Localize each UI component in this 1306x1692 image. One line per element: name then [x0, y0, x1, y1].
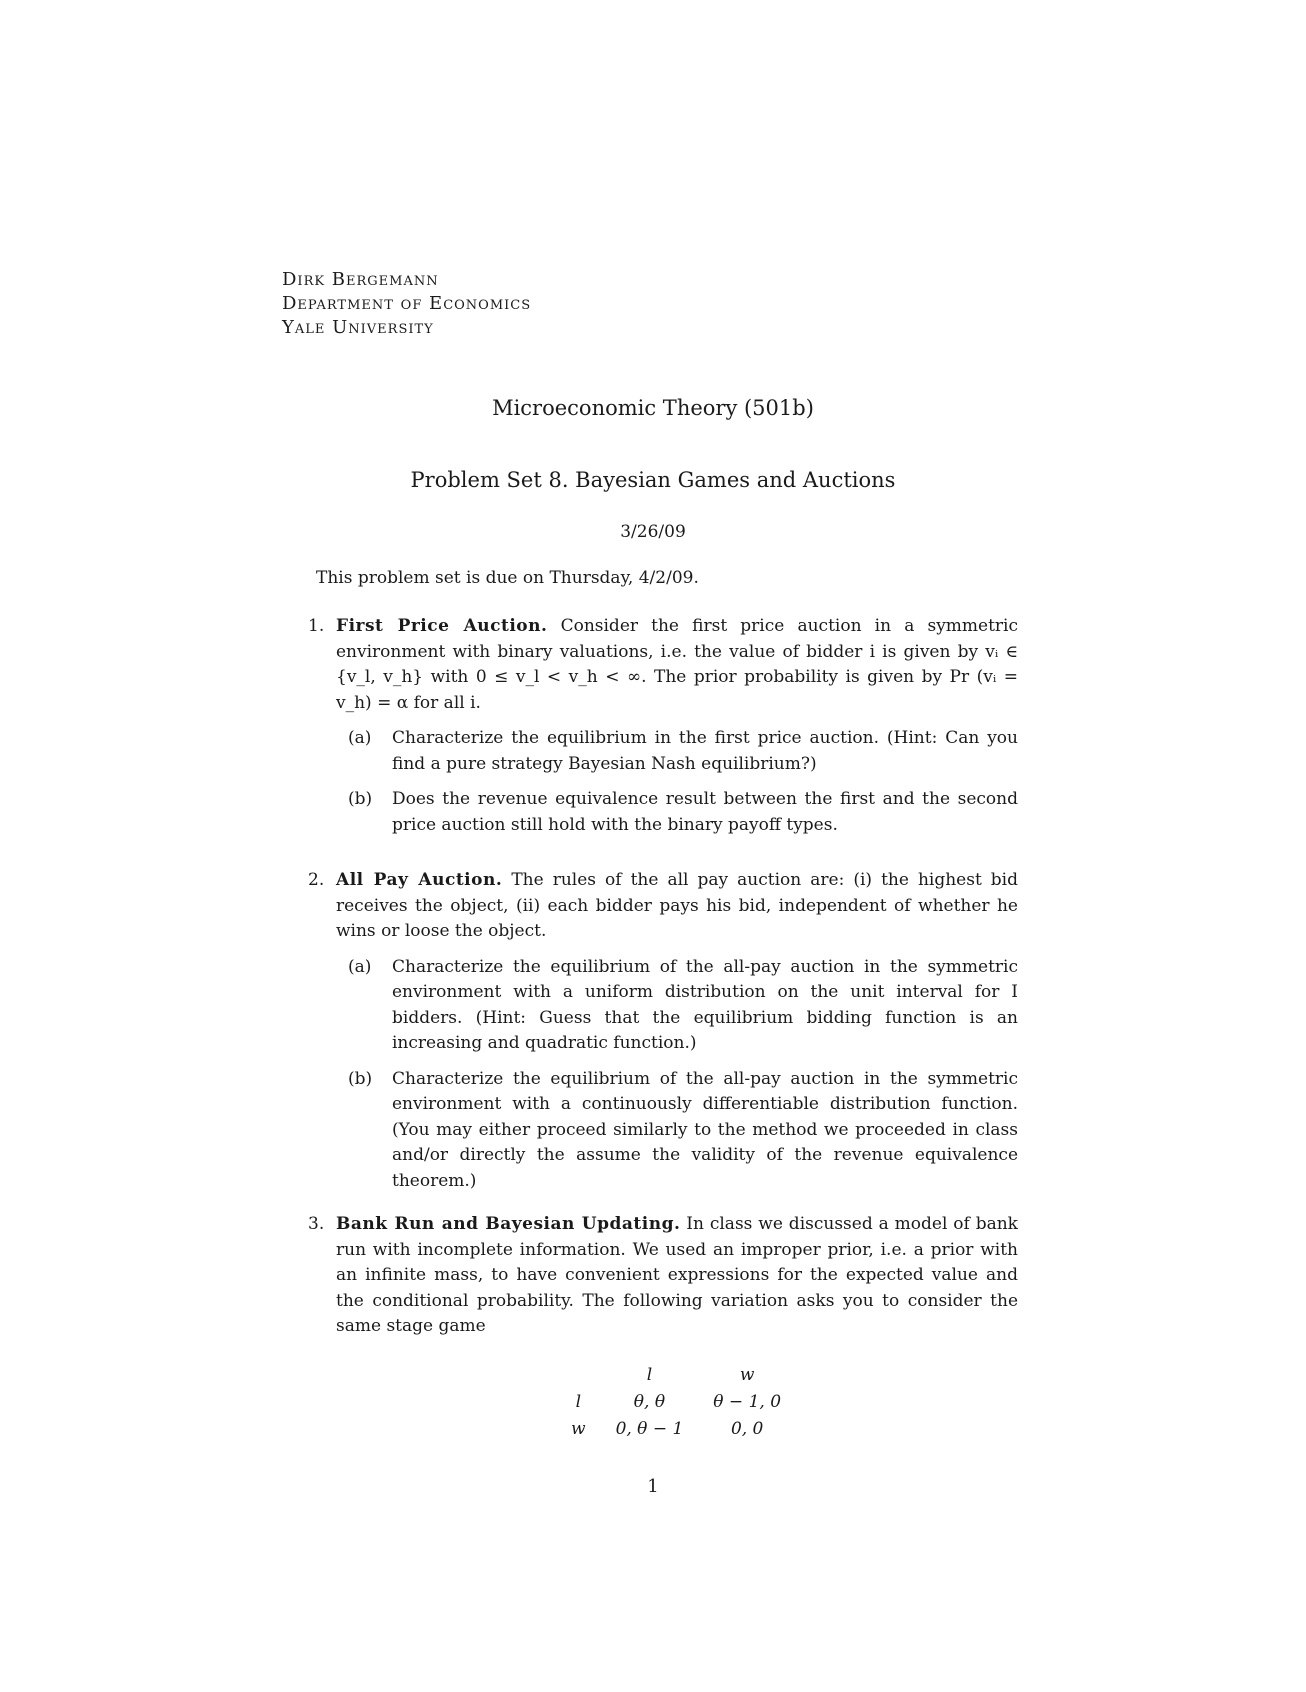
problem-3	[308, 1212, 1018, 1340]
page-number: 1	[647, 1476, 659, 1497]
author-header	[282, 268, 531, 340]
matrix-cell: 0, θ − 1	[615, 1418, 684, 1439]
problem-text: The rules of the all pay auction are: (i) the highest bid receives the object, (ii) each bidder pays his bid, independent of whether he wins or loose the object.	[336, 870, 1019, 941]
problem-title: Bank Run and Bayesian Updating.	[336, 1214, 681, 1234]
problem-number: 2.	[308, 870, 325, 890]
problem-number: 3.	[308, 1214, 325, 1234]
part-label: (b)	[348, 789, 373, 809]
problem-text: In class we discussed a model of bank run with incomplete information. We used an improper prior, i.e. a prior with an infinite mass, to have convenient expressions for the expected value and the conditional probability. The following variation asks you to consider the same stage game	[336, 1214, 1018, 1336]
matrix-cell: θ − 1, 0	[713, 1391, 782, 1412]
problem-part	[336, 787, 1018, 838]
matrix-corner	[557, 1362, 600, 1387]
problem-part	[336, 726, 1018, 777]
problem-part	[336, 1067, 1018, 1195]
problem-set-title: Problem Set 8. Bayesian Games and Auctions	[410, 468, 896, 492]
part-text: Does the revenue equivalence result between the first and the second price auction still hold with the binary payoff types.	[392, 789, 1018, 835]
part-label: (b)	[348, 1068, 373, 1089]
part-label: (a)	[348, 728, 372, 748]
matrix-row-header: l	[575, 1391, 581, 1412]
payoff-matrix	[555, 1360, 797, 1443]
problem-text: Consider the first price auction in a symmetric environment with binary valuations, i.e. the value of bidder i is given by vᵢ ∈ {v_l, v_h} with 0 ≤ v_l < v_h < ∞. The prior probability is given by Pr (vᵢ = v_h) = α for all i.	[336, 616, 1019, 713]
part-text: Characterize the equilibrium in the first price auction. (Hint: Can you find a pure strategy Bayesian Nash equilibrium?)	[392, 728, 1018, 774]
problem-title: First Price Auction.	[336, 616, 548, 636]
problem-number: 1.	[308, 616, 325, 636]
part-label: (a)	[348, 956, 372, 977]
due-note: This problem set is due on Thursday, 4/2/09.	[316, 568, 699, 588]
author-department: Department of Economics	[282, 293, 532, 314]
matrix-cell: θ, θ	[633, 1391, 666, 1412]
problem-title: All Pay Auction.	[336, 870, 503, 890]
matrix-row-header: w	[571, 1418, 586, 1439]
course-title: Microeconomic Theory (501b)	[492, 396, 814, 420]
matrix-col-header: l	[646, 1364, 653, 1385]
author-university: Yale University	[282, 317, 434, 338]
matrix-cell: 0, 0	[730, 1418, 764, 1439]
problem-2	[308, 868, 1018, 1194]
part-text: Characterize the equilibrium of the all-pay auction in the symmetric environment with a continuously differentiable distribution function. (You may either proceed similarly to the method we proceeded in class and/or directly the assume the validity of the revenue equivalence theorem.)	[392, 1068, 1018, 1191]
matrix-col-header: w	[739, 1364, 755, 1385]
issue-date: 3/26/09	[620, 522, 686, 542]
problem-1	[308, 614, 1018, 838]
problem-part	[336, 955, 1018, 1057]
part-text: Characterize the equilibrium of the all-pay auction in the symmetric environment with a uniform distribution on the unit interval for I bidders. (Hint: Guess that the equilibrium bidding function is an increasing and quadratic function.)	[392, 956, 1018, 1053]
author-name: Dirk Bergemann	[282, 269, 439, 290]
